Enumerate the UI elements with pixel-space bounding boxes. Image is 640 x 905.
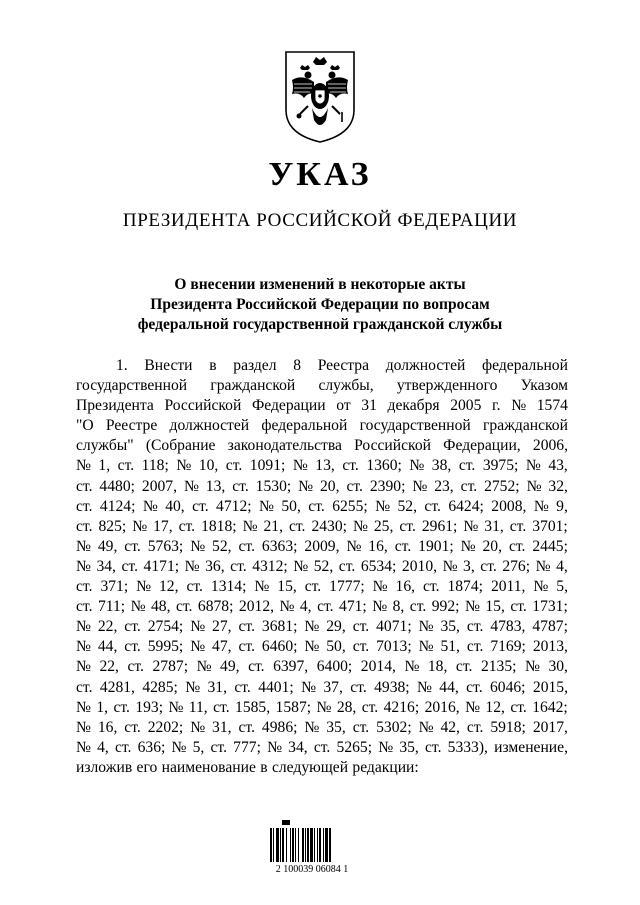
decree-heading: [60, 275, 580, 335]
body-line: ст. 4281, 4285; № 31, ст. 4401; № 37, ст. 4938; № 44, ст. 6046; 2015,: [76, 678, 568, 696]
body-line: службы" (Собрание законодательства Российской Федерации, 2006,: [76, 437, 568, 455]
body-line: № 22, ст. 2754; № 27, ст. 3681; № 29, ст. 4071; № 35, ст. 4783, 4787;: [76, 618, 568, 636]
body-line: 1. Внести в раздел 8 Реестра должностей федеральной: [116, 357, 568, 374]
body-line: ст. 4480; 2007, № 13, ст. 1530; № 20, ст. 2390; № 23, ст. 2752; № 32,: [76, 477, 568, 495]
body-line: № 34, ст. 4171; № 36, ст. 4312; № 52, ст. 6534; 2010, № 3, ст. 276; № 4,: [76, 557, 568, 575]
body-line: изложив его наименование в следующей редакции:: [76, 758, 419, 776]
body-line: № 4, ст. 636; № 5, ст. 777; № 34, ст. 5265; № 35, ст. 5333), изменение,: [76, 738, 568, 756]
heading-line: федеральной государственной гражданской службы: [137, 316, 503, 333]
body-line: ст. 4124; № 40, ст. 4712; № 50, ст. 6255; № 52, ст. 6424; 2008, № 9,: [76, 497, 568, 515]
body-line: Президента Российской Федерации от 31 декабря 2005 г. № 1574: [76, 397, 568, 415]
body-line: № 49, ст. 5763; № 52, ст. 6363; 2009, № 16, ст. 1901; № 20, ст. 2445;: [76, 537, 568, 555]
document-subtitle: ПРЕЗИДЕНТА РОССИЙСКОЙ ФЕДЕРАЦИИ: [122, 210, 518, 231]
body-line: № 1, ст. 118; № 10, ст. 1091; № 13, ст. 1360; № 38, ст. 3975; № 43,: [76, 457, 568, 475]
decree-body: [76, 356, 568, 778]
body-line: "О Реестре должностей федеральной государственной гражданской: [76, 417, 568, 435]
heading-line: О внесении изменений в некоторые акты: [174, 276, 466, 293]
body-line: ст. 371; № 12, ст. 1314; № 15, ст. 1777; № 16, ст. 1874; 2011, № 5,: [76, 578, 568, 596]
body-line: ст. 825; № 17, ст. 1818; № 21, ст. 2430; № 25, ст. 2961; № 31, ст. 3701;: [76, 517, 568, 535]
body-line: ст. 711; № 48, ст. 6878; 2012, № 4, ст. 471; № 8, ст. 992; № 15, ст. 1731;: [76, 598, 568, 616]
barcode-icon: [270, 820, 352, 862]
body-line: № 16, ст. 2202; № 31, ст. 4986; № 35, ст. 5302; № 42, ст. 5918; 2017,: [76, 718, 568, 736]
body-line: № 1, ст. 193; № 11, ст. 1585, 1587; № 28, ст. 4216; 2016, № 12, ст. 1642;: [76, 698, 568, 716]
coat-of-arms-icon: [282, 48, 358, 144]
body-line: № 22, ст. 2787; № 49, ст. 6397, 6400; 2014, № 18, ст. 2135; № 30,: [76, 658, 568, 676]
document-title: УКАЗ: [268, 156, 372, 193]
heading-line: Президента Российской Федерации по вопросам: [150, 296, 490, 313]
body-line: государственной гражданской службы, утвержденного Указом: [76, 377, 568, 395]
barcode-number: 2 100039 06084 1: [275, 864, 349, 875]
body-line: № 44, ст. 5995; № 47, ст. 6460; № 50, ст. 7013; № 51, ст. 7169; 2013,: [76, 638, 568, 656]
